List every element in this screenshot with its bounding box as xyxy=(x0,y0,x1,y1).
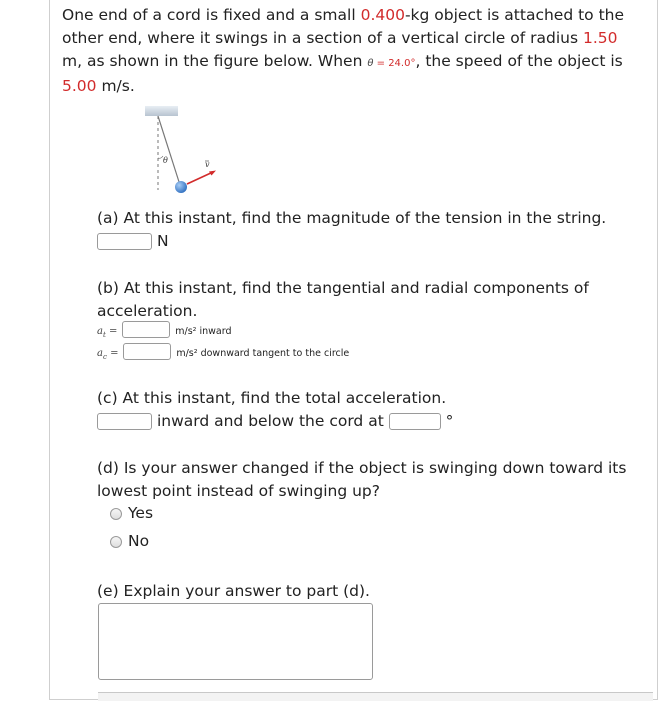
ac-equals: = xyxy=(110,348,119,359)
ball-object xyxy=(175,181,187,193)
ac-symbol: a xyxy=(97,348,103,359)
part-e-question: (e) Explain your answer to part (d). xyxy=(97,582,370,600)
part-d-question: (d) Is your answer changed if the object is swinging down toward its lowest point instead of swinging up? xyxy=(97,459,627,500)
problem-statement xyxy=(62,4,642,98)
part-b-question: (b) At this instant, find the tangential and radial components of acceleration. xyxy=(97,279,589,320)
part-a-answer-row xyxy=(97,230,637,253)
velocity-arrowhead xyxy=(209,171,216,176)
tension-input[interactable] xyxy=(97,233,152,250)
radial-accel-unit: m/s² downward tangent to the circle xyxy=(176,348,350,359)
ceiling-support xyxy=(145,106,178,116)
degree-symbol: ° xyxy=(445,412,454,430)
velocity-arrow xyxy=(187,172,213,184)
radio-yes[interactable] xyxy=(110,508,122,520)
radius-value: 1.50 xyxy=(582,29,618,47)
speed-value: 5.00 xyxy=(62,77,97,95)
pendulum-figure xyxy=(145,106,225,202)
tension-unit: N xyxy=(156,232,169,250)
option-yes[interactable] xyxy=(110,502,650,525)
angle-input[interactable] xyxy=(389,413,441,430)
at-subscript: t xyxy=(102,331,106,339)
mass-value: 0.400 xyxy=(360,6,405,24)
theta-equation xyxy=(367,58,415,69)
part-c-middle-text: inward and below the cord at xyxy=(156,412,384,430)
explanation-textarea[interactable] xyxy=(98,603,373,680)
tangential-accel-unit: m/s² inward xyxy=(175,326,232,337)
intro-text-2: -kg object is attached to the other end, where it swings in a section of a vertical circle of radius xyxy=(62,6,625,47)
velocity-label: v xyxy=(205,160,210,169)
intro-text-3: m, as shown in the figure below. When xyxy=(62,52,368,70)
at-equals: = xyxy=(108,326,118,337)
part-c-question: (c) At this instant, find the total acceleration. xyxy=(97,389,447,407)
intro-text-1: One end of a cord is fixed and a small xyxy=(62,6,361,24)
intro-text-4: , the speed of the object is xyxy=(415,52,623,70)
part-c-answer-row xyxy=(97,410,637,433)
radio-no[interactable] xyxy=(110,536,122,548)
theta-value: = 24.0° xyxy=(373,58,416,69)
intro-text-5: m/s. xyxy=(96,77,135,95)
option-yes-label: Yes xyxy=(128,504,154,522)
part-b-ac-row xyxy=(97,341,637,367)
tangential-accel-input[interactable] xyxy=(122,321,170,338)
pendulum-diagram xyxy=(145,106,225,202)
ac-subscript: c xyxy=(102,353,107,361)
radial-accel-input[interactable] xyxy=(123,343,171,360)
part-a-question: (a) At this instant, find the magnitude of the tension in the string. xyxy=(97,209,607,227)
option-no[interactable] xyxy=(110,530,650,553)
theta-figure-label: θ xyxy=(163,156,168,165)
cord-line xyxy=(158,116,180,185)
at-symbol: a xyxy=(97,326,103,337)
ac-label xyxy=(97,348,118,359)
option-no-label: No xyxy=(128,532,150,550)
at-label xyxy=(97,326,117,337)
theta-symbol: θ xyxy=(367,58,374,69)
total-accel-input[interactable] xyxy=(97,413,152,430)
